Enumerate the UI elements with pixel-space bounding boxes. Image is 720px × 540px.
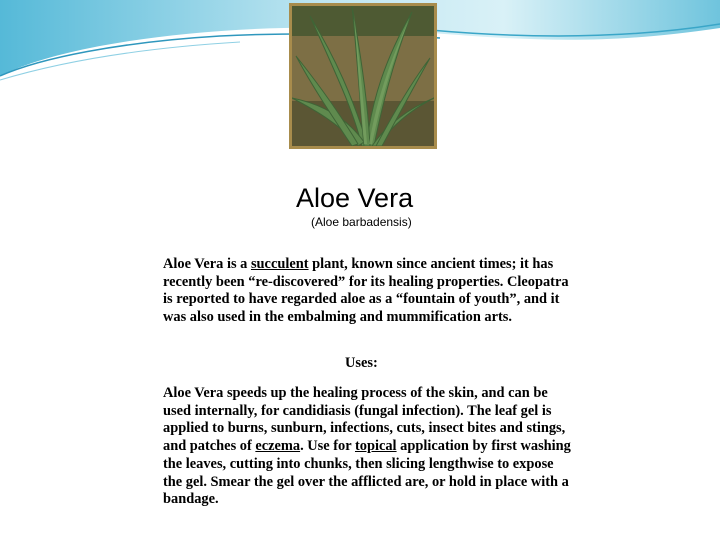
aloe-vera-photo [289,3,437,149]
uses-text-2: . Use for [300,438,355,455]
uses-paragraph [163,385,573,509]
uses-text-3: application by first washing the leaves, cutting into chunks, then slicing lengthwise to expose the gel. Smear the gel over the afflicted are, or hold in place with a bandage. [163,438,571,508]
intro-paragraph [163,256,573,327]
aloe-plant-icon [292,6,434,146]
uses-text-1: Aloe Vera speeds up the healing process of the skin, and can be used internally, for candidiasis (fungal infection). The leaf gel is applied to burns, sunburn, infections, cuts, insect bites and stings, and patches of [163,385,566,455]
topical-link[interactable]: topical [354,438,397,455]
slide-title: Aloe Vera [296,183,414,213]
eczema-link[interactable]: eczema [255,438,301,455]
succulent-link[interactable]: succulent [250,256,309,272]
intro-text-2: plant, known since ancient times; it has recently been “re-discovered” for its healing properties. Cleopatra is reported to have regarded aloe as a “fountain of youth”, and it was also used in the embalming and mummification arts. [163,256,569,326]
uses-heading: Uses: [345,355,378,371]
intro-text-1: Aloe Vera is a [163,256,251,272]
slide-subtitle: (Aloe barbadensis) [311,215,412,229]
